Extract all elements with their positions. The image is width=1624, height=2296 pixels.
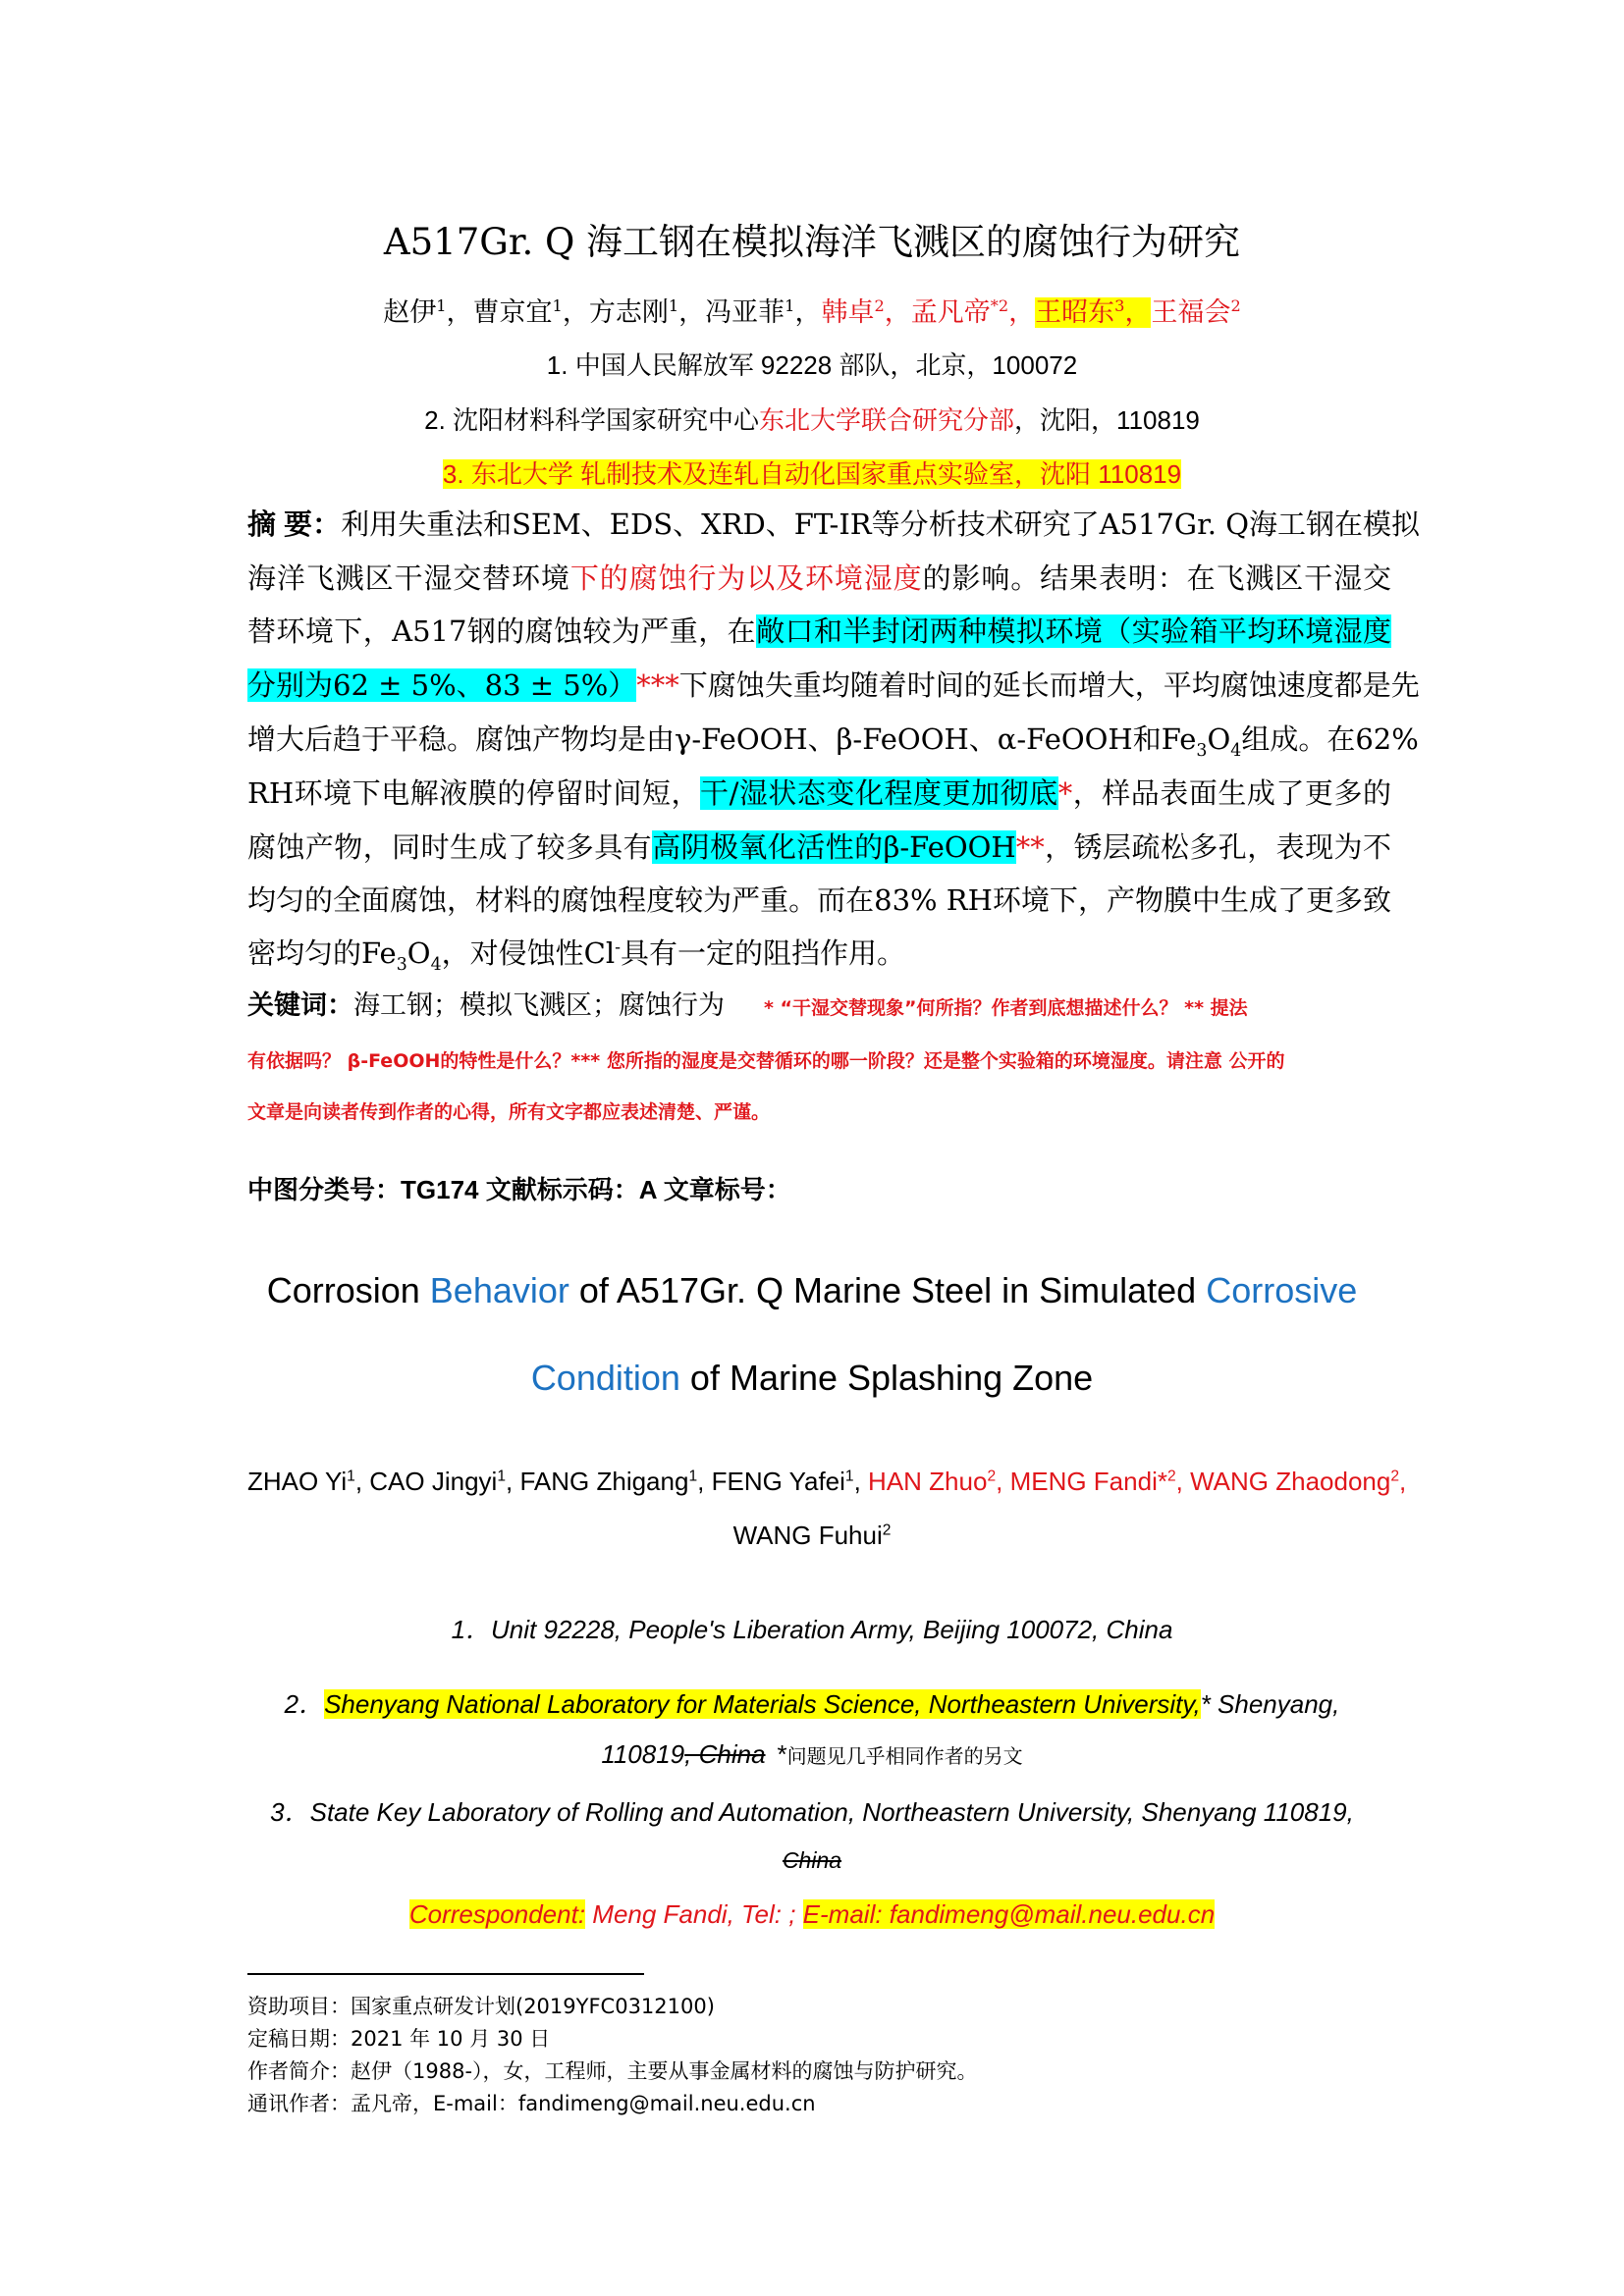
abstract-label: 摘 要： <box>247 509 342 541</box>
en-affiliation-1: 1．Unit 92228, People's Liberation Army, Beijing 100072, China <box>451 1615 1173 1644</box>
zh-author: 赵伊$^1$， <box>383 296 473 328</box>
zh-affiliation-1: 1. 中国人民解放军 92228 部队，北京，100072 <box>546 350 1078 380</box>
en-title-line-2: Condition of Marine Splashing Zone <box>530 1358 1094 1398</box>
zh-author: 王福会$^2$ <box>1151 296 1241 328</box>
en-author: HAN Zhuo$^2$, <box>868 1467 1010 1496</box>
abstract-line-9: 密均匀的$Fe_3O_4$，对侵蚀性Cl-具有一定的阻挡作用。 <box>247 936 906 975</box>
en-author: MENG Fandi*$^2$, <box>1009 1467 1191 1496</box>
abstract-line-8: 均匀的全面腐蚀，材料的腐蚀程度较为严重。而在83% RH环境下，产物膜中生成了更多致 <box>247 883 1391 917</box>
en-title-line-1: Corrosion Behavior of A517Gr. Q Marine Steel in Simulated Corrosive <box>266 1270 1358 1310</box>
classification: 中图分类号：TG174 文献标示码：A 文章标号： <box>247 1175 791 1204</box>
en-author: FENG Yafei$^1$, <box>711 1467 869 1496</box>
zh-authors <box>0 291 1624 329</box>
zh-title: A517Gr. Q 海工钢在模拟海洋飞溅区的腐蚀行为研究 <box>383 221 1241 263</box>
abstract-line-3: 替环境下，A517钢的腐蚀较为严重，在敞口和半封闭两种模拟环境（实验箱平均环境湿度 <box>247 614 1391 648</box>
review-note-3: 文章是向读者传到作者的心得，所有文字都应表述清楚、严谨。 <box>247 1101 771 1123</box>
abstract-line-4: 分别为62 ± 5%、83 ± 5%）***下腐蚀失重均随着时间的延长而增大，平均腐蚀速度都是先 <box>247 668 1420 702</box>
abstract-line-1: 摘 要：利用失重法和SEM、EDS、XRD、FT-IR等分析技术研究了A517Gr. Q海工钢在模拟 <box>247 507 1420 541</box>
zh-author: 方志刚$^1$， <box>588 296 706 328</box>
correspondent: Correspondent: Meng Fandi, Tel: ; E-mail: fandimeng@mail.neu.edu.cn <box>408 1899 1216 1929</box>
abstract-line-5: 增大后趋于平稳。腐蚀产物均是由γ-FeOOH、β-FeOOH、α-FeOOH和$Fe_3O_4$组成。在62% <box>247 722 1419 761</box>
en-author: WANG Zhaodong$^2$, <box>1190 1467 1407 1496</box>
zh-affiliation-2: 2. 沈阳材料科学国家研究中心东北大学联合研究分部，沈阳，110819 <box>424 405 1200 435</box>
zh-author: 王昭东$^3$， <box>1035 296 1152 328</box>
en-author: ZHAO Yi$^1$, <box>247 1467 370 1496</box>
en-authors-line-1 <box>247 1467 1407 1497</box>
en-author: CAO Jingyi$^1$, <box>369 1467 520 1496</box>
zh-author: 孟凡帝$^{*2}$， <box>910 296 1036 328</box>
en-affiliation-note: 问题见几乎相同作者的另文 <box>786 1744 1023 1768</box>
footnote-date: 定稿日期：2021 年 10 月 30 日 <box>247 2027 551 2051</box>
en-author-last: WANG Fuhui$^2$ <box>732 1521 892 1550</box>
en-affiliation-2-cont: 110819, China *问题见几乎相同作者的另文 <box>601 1739 1023 1769</box>
zh-author: 冯亚菲$^1$， <box>705 296 822 328</box>
zh-affiliation-3: 3. 东北大学 轧制技术及连轧自动化国家重点实验室，沈阳 110819 <box>442 459 1182 489</box>
footnote-divider <box>247 1973 644 1975</box>
en-affiliation-3: 3．State Key Laboratory of Rolling and Automation, Northeastern University, Shenyang 110819, <box>270 1797 1354 1827</box>
keywords-label: 关键词： <box>247 990 353 1020</box>
abstract-line-6: RH环境下电解液膜的停留时间短，干/湿状态变化程度更加彻底*，样品表面生成了更多的 <box>247 776 1391 810</box>
footnote-bio: 作者简介：赵伊（1988-），女，工程师，主要从事金属材料的腐蚀与防护研究。 <box>247 2059 978 2083</box>
zh-author: 曹京宜$^1$， <box>472 296 589 328</box>
review-note-2: 有依据吗？ β-FeOOH的特性是什么？*** 您所指的湿度是交替循环的哪一阶段？还是整个实验箱的环境湿度。请注意 公开的 <box>247 1050 1285 1072</box>
abstract-line-7: 腐蚀产物，同时生成了较多具有高阴极氧化活性的β-FeOOH**，锈层疏松多孔，表现为不 <box>247 830 1391 864</box>
en-affiliation-2: 2．Shenyang National Laboratory for Materials Science, Northeastern University,* Shenyang, <box>284 1689 1340 1719</box>
keywords-line <box>247 986 1391 1028</box>
zh-author: 韩卓$^2$， <box>821 296 911 328</box>
keywords: 海工钢；模拟飞溅区；腐蚀行为 <box>353 990 725 1020</box>
en-affiliation-3-cont: China <box>782 1847 842 1873</box>
footnote-fund: 资助项目：国家重点研发计划(2019YFC0312100) <box>247 1995 715 2018</box>
abstract-line-2: 海洋飞溅区干湿交替环境下的腐蚀行为以及环境湿度的影响。结果表明：在飞溅区干湿交 <box>247 561 1391 595</box>
en-author: FANG Zhigang$^1$, <box>519 1467 712 1496</box>
review-note-1: * “干湿交替现象”何所指？作者到底想描述什么？ ** 提法 <box>764 997 1248 1019</box>
footnote-contact: 通讯作者：孟凡帝，E-mail：fandimeng@mail.neu.edu.cn <box>247 2092 816 2115</box>
